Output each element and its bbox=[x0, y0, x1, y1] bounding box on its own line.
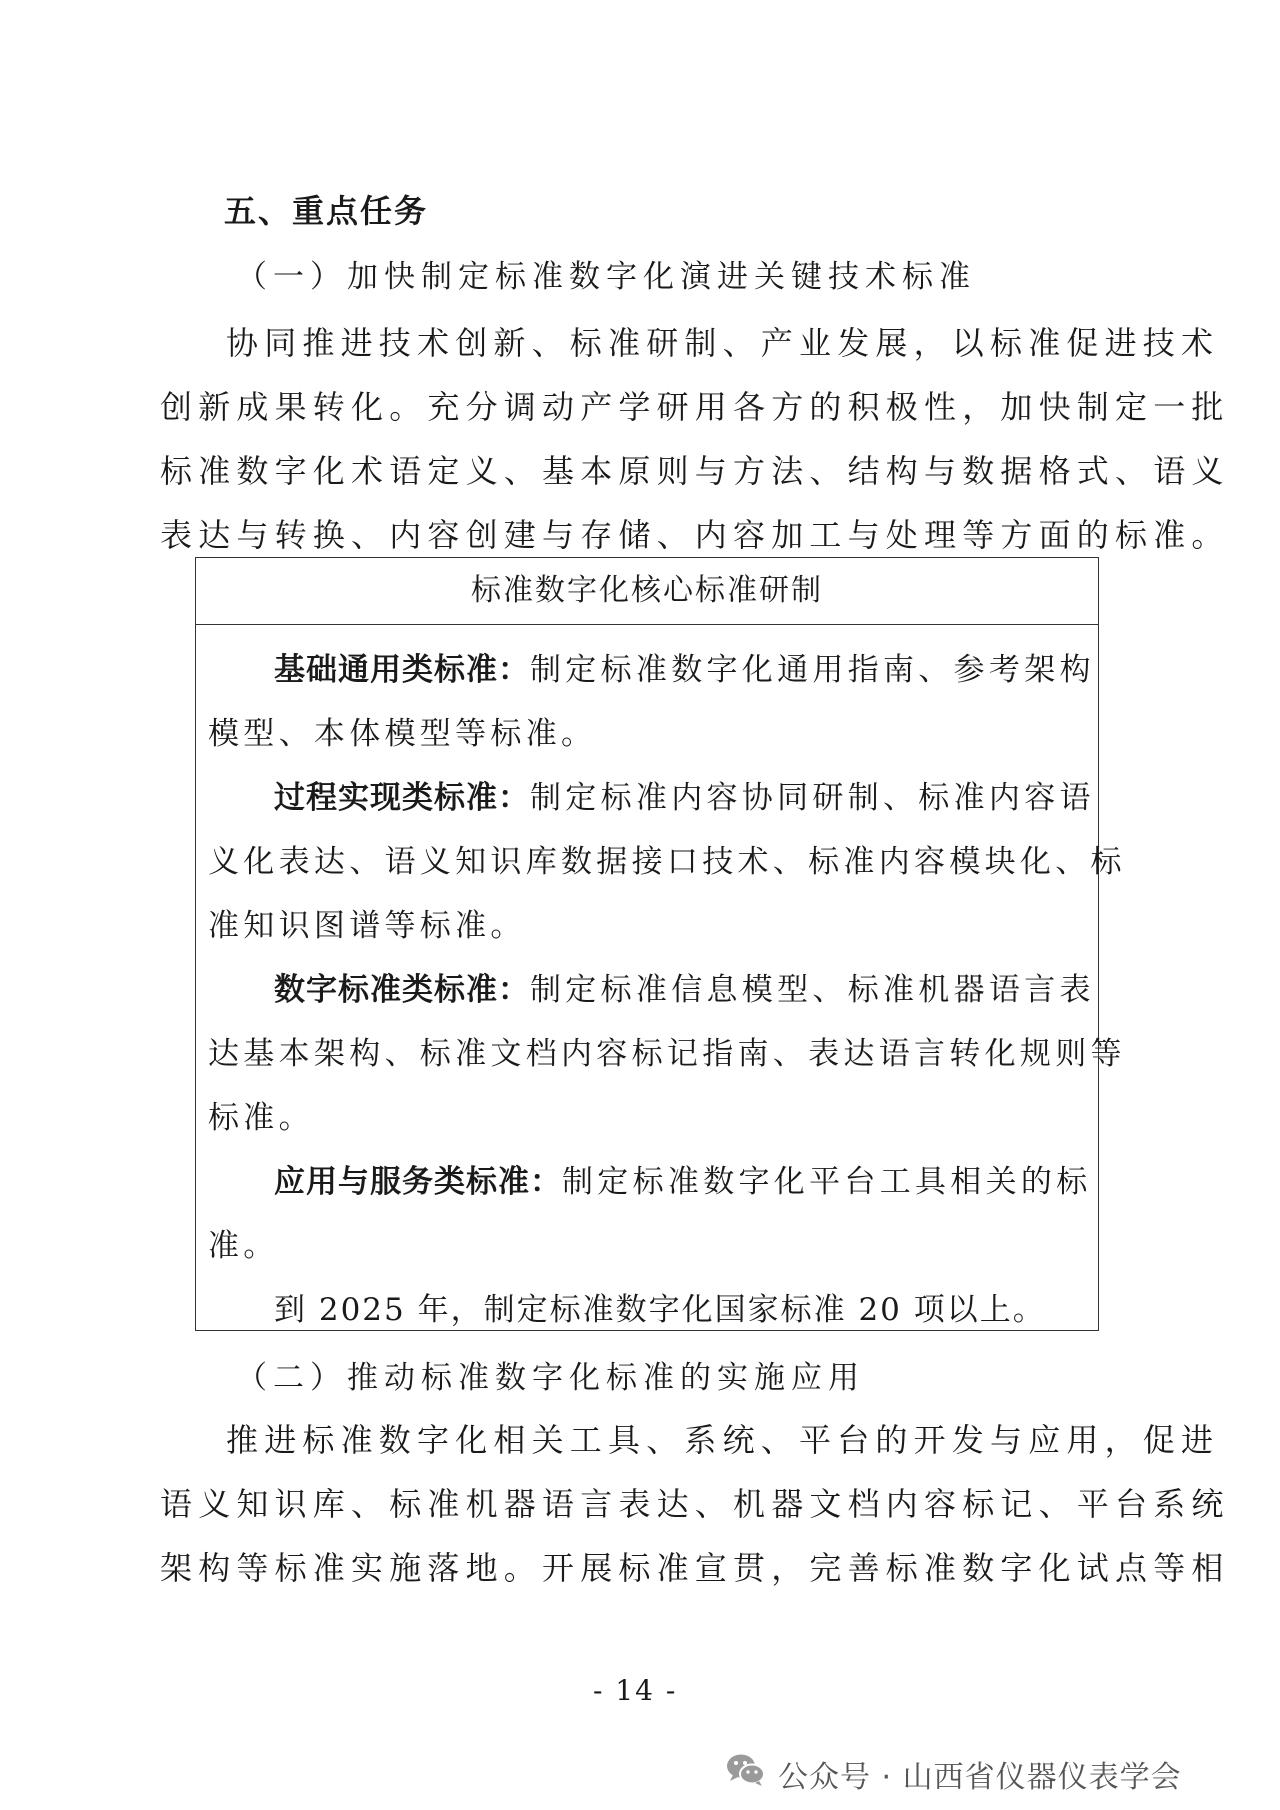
paragraph-1-line: 表达与转换、内容创建与存储、内容加工与处理等方面的标准。 bbox=[160, 516, 1230, 554]
box-item-text: 制定标准数字化通用指南、参考架构 bbox=[530, 652, 1095, 688]
section-heading: 五、重点任务 bbox=[224, 192, 429, 230]
box-item-line bbox=[274, 1156, 1092, 1201]
box-item-text: 制定标准信息模型、标准机器语言表 bbox=[530, 972, 1095, 1008]
box-item-text: 制定标准内容协同研制、标准内容语 bbox=[530, 780, 1095, 816]
paragraph-2-line: 推进标准数字化相关工具、系统、平台的开发与应用，促进 bbox=[226, 1421, 1220, 1459]
box-item-line: 达基本架构、标准文档内容标记指南、表达语言转化规则等 bbox=[208, 1036, 1126, 1072]
box-item-line bbox=[274, 964, 1095, 1009]
wechat-icon bbox=[724, 1748, 768, 1792]
box-goal: 到 2025 年，制定标准数字化国家标准 20 项以上。 bbox=[274, 1292, 1046, 1328]
box-item-line: 准。 bbox=[208, 1228, 279, 1264]
box-item-label: 过程实现类标准： bbox=[274, 780, 530, 816]
box-item-line bbox=[274, 644, 1095, 689]
paragraph-1-line: 创新成果转化。充分调动产学研用各方的积极性，加快制定一批 bbox=[160, 388, 1230, 426]
core-standards-box bbox=[195, 557, 1126, 1331]
paragraph-2-line: 架构等标准实施落地。开展标准宣贯，完善标准数字化试点等相 bbox=[160, 1549, 1230, 1587]
box-item-line: 准知识图谱等标准。 bbox=[208, 908, 526, 944]
box-item-label: 应用与服务类标准： bbox=[274, 1164, 562, 1200]
paragraph-1-line: 标准数字化术语定义、基本原则与方法、结构与数据格式、语义 bbox=[160, 452, 1230, 490]
box-item-line bbox=[274, 772, 1095, 817]
paragraph-2-line: 语义知识库、标准机器语言表达、机器文档内容标记、平台系统 bbox=[160, 1485, 1230, 1523]
box-item-text: 制定标准数字化平台工具相关的标 bbox=[562, 1164, 1092, 1200]
box-item-line: 标准。 bbox=[208, 1100, 314, 1136]
box-title: 标准数字化核心标准研制 bbox=[196, 558, 1098, 625]
box-item-line: 义化表达、语义知识库数据接口技术、标准内容模块化、标 bbox=[208, 844, 1126, 880]
subsection-heading-1: （一）加快制定标准数字化演进关键技术标准 bbox=[236, 259, 976, 295]
paragraph-1-line: 协同推进技术创新、标准研制、产业发展，以标准促进技术 bbox=[226, 324, 1220, 362]
page-number: - 14 - bbox=[593, 1674, 678, 1707]
watermark-text: 公众号 · 山西省仪器仪表学会 bbox=[778, 1760, 1182, 1795]
box-item-label: 数字标准类标准： bbox=[274, 972, 530, 1008]
box-item-line: 模型、本体模型等标准。 bbox=[208, 716, 597, 752]
subsection-heading-2: （二）推动标准数字化标准的实施应用 bbox=[236, 1360, 865, 1396]
box-item-label: 基础通用类标准： bbox=[274, 652, 530, 688]
